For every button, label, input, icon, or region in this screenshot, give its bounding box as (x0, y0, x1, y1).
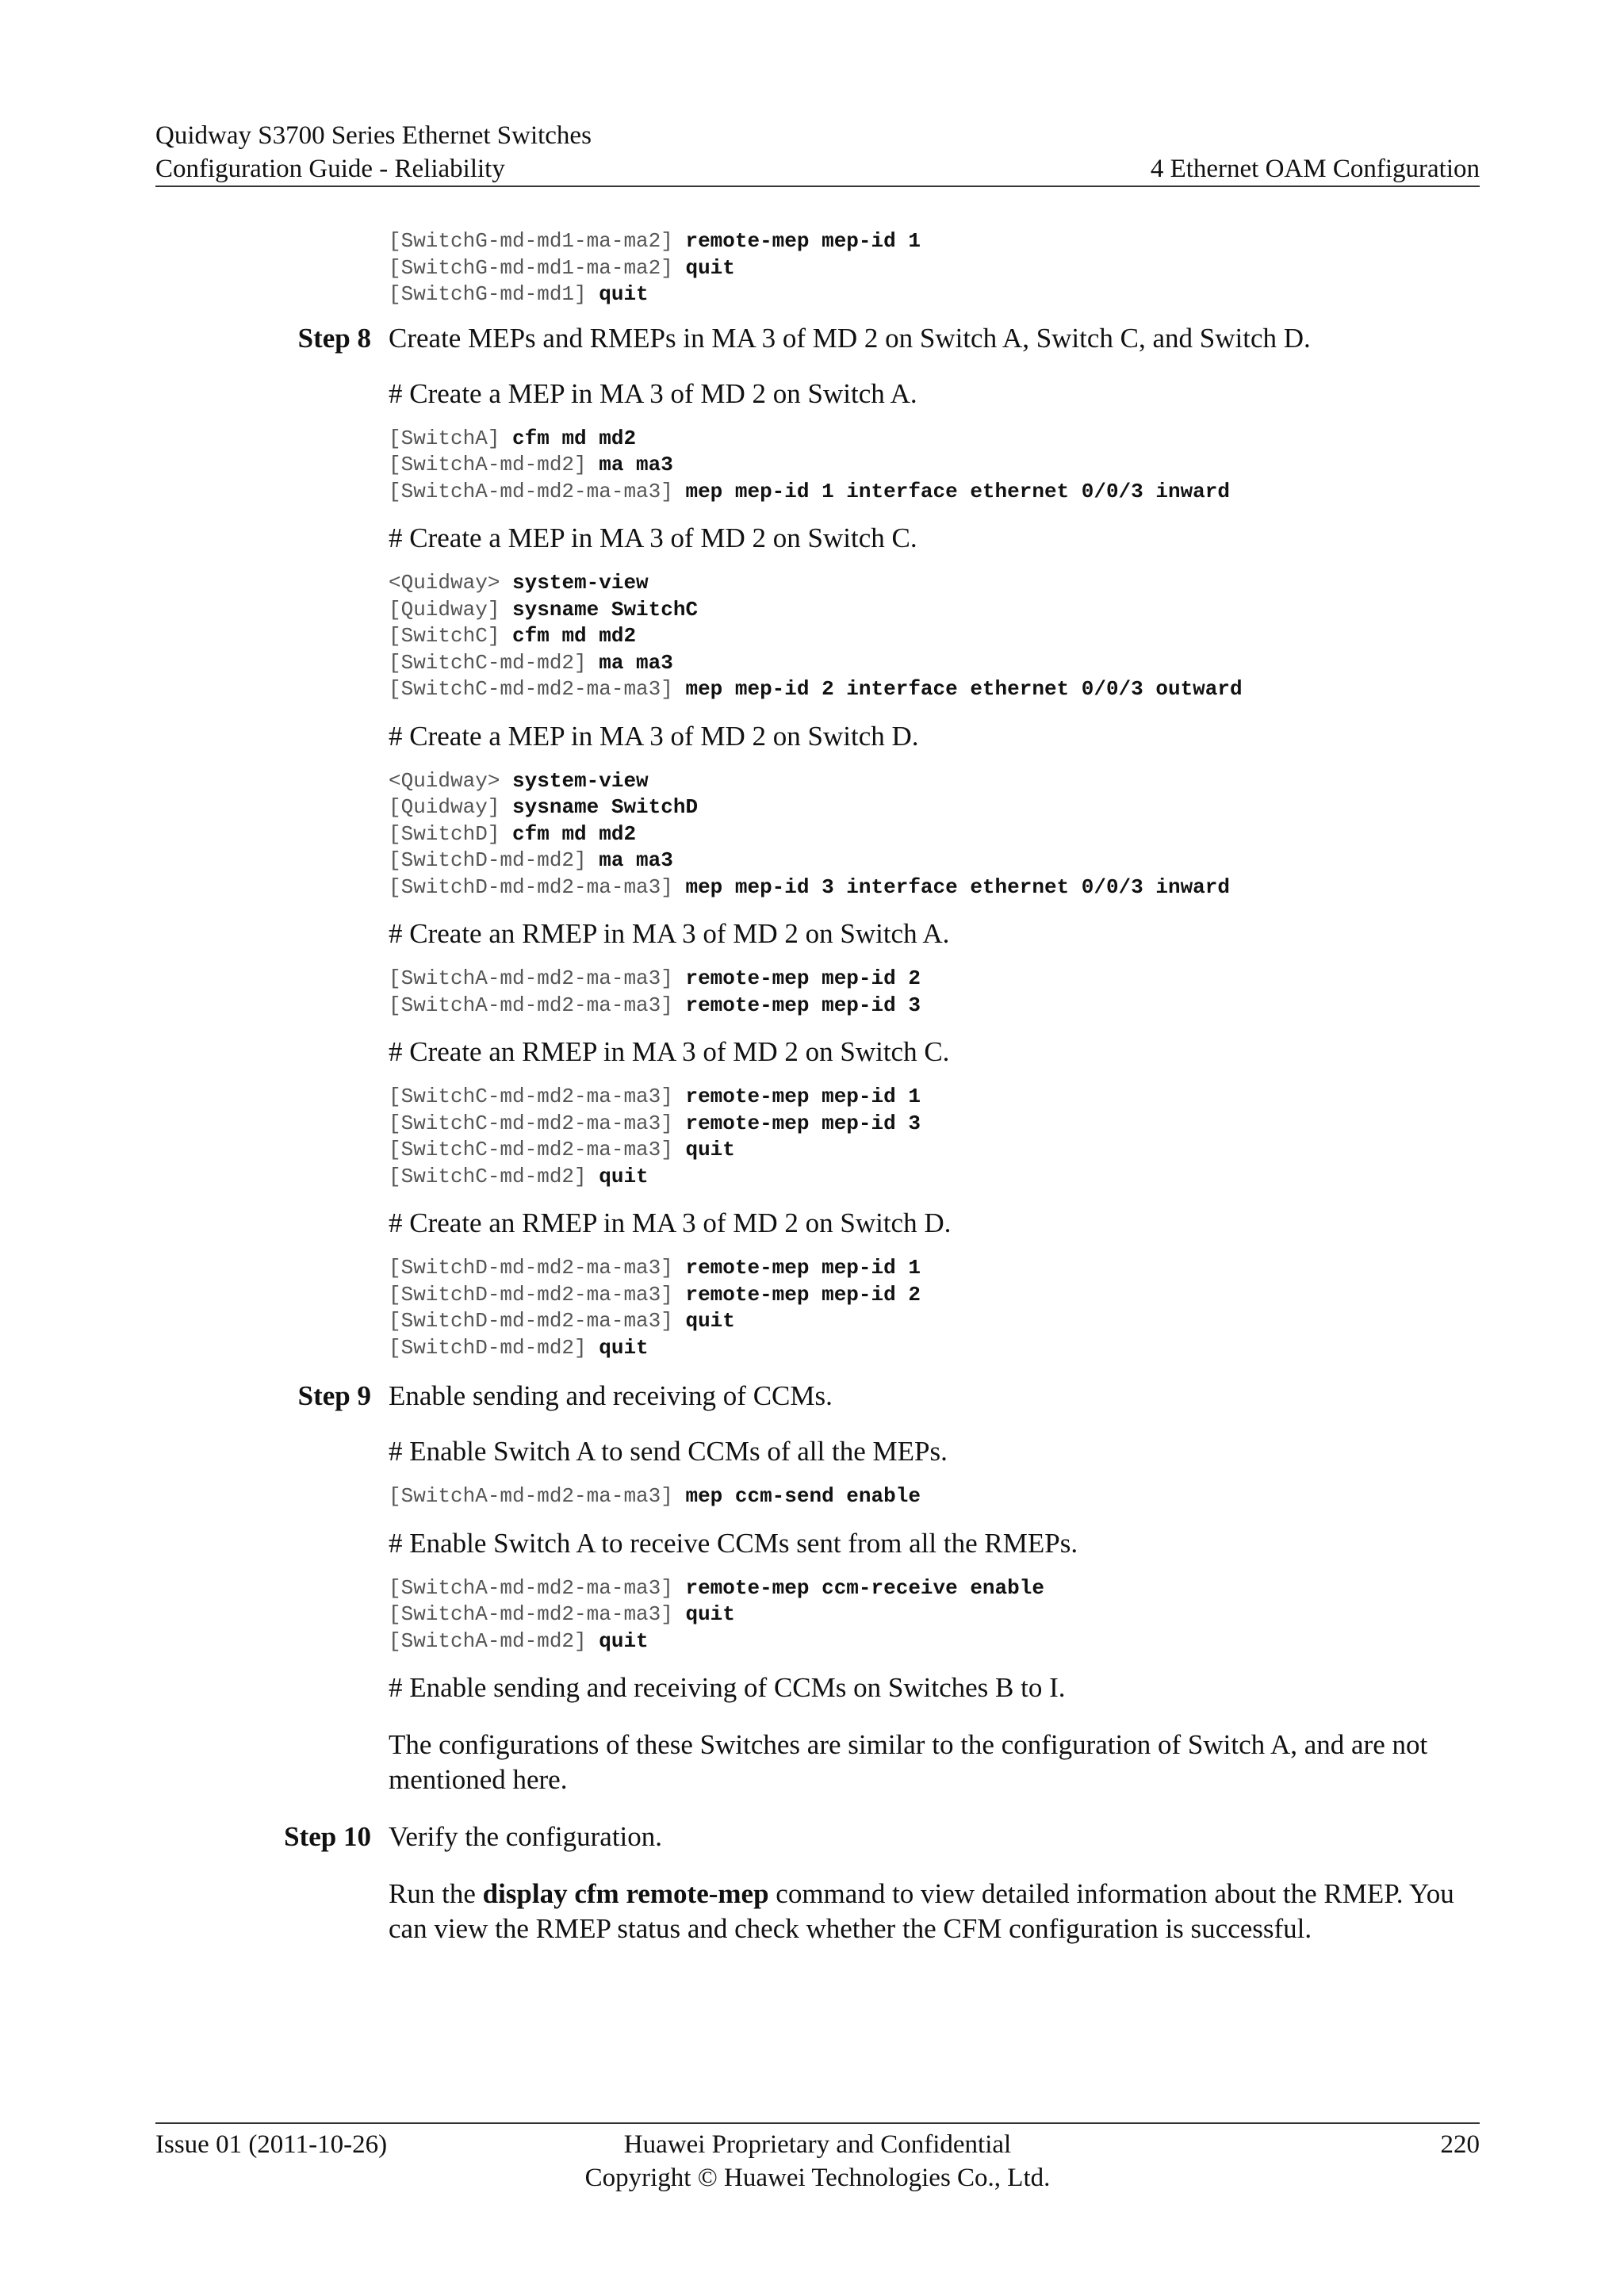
cli-prompt: [SwitchG-md-md1] (389, 282, 599, 306)
code-line (389, 1111, 1480, 1138)
cli-command: remote-mep mep-id 1 (685, 1256, 921, 1280)
cli-command: remote-mep mep-id 3 (685, 1111, 921, 1135)
cli-prompt: [SwitchC] (389, 624, 513, 648)
footer-center (155, 2128, 1480, 2195)
page-header (155, 119, 1480, 186)
cli-command: system-view (512, 571, 649, 595)
code-line (389, 255, 1480, 282)
footer-divider (155, 2122, 1480, 2124)
code-block-ccm-send (389, 1483, 1480, 1510)
cli-prompt: [SwitchG-md-md1-ma-ma2] (389, 229, 686, 253)
cli-prompt: [SwitchC-md-md2-ma-ma3] (389, 1138, 686, 1161)
header-divider (155, 186, 1480, 187)
paragraph: # Create a MEP in MA 3 of MD 2 on Switch D. (389, 720, 919, 752)
code-block-switchc-mep (389, 570, 1480, 703)
code-line (389, 1084, 1480, 1111)
cli-command: sysname SwitchD (512, 795, 699, 819)
cli-prompt: [SwitchA-md-md2-ma-ma3] (389, 1602, 686, 1626)
cli-command: remote-mep mep-id 2 (685, 1282, 921, 1307)
code-line (389, 1628, 1480, 1655)
cli-command: remote-mep mep-id 1 (685, 229, 921, 253)
text: command to view detailed information about the RMEP. You can view the RMEP status and check whether the CFM configuration is successful. (389, 1878, 1454, 1944)
code-line (389, 479, 1480, 506)
paragraph: # Create an RMEP in MA 3 of MD 2 on Switch A. (389, 918, 950, 949)
paragraph-run-display (389, 1877, 1480, 1946)
code-line (389, 821, 1480, 848)
step-10 (284, 1820, 1480, 1854)
paragraph: The configurations of these Switches are similar to the configuration of Switch A, and are not mentioned here. (389, 1729, 1428, 1795)
cli-command: quit (599, 1335, 649, 1360)
cli-command: ma ma3 (599, 848, 673, 872)
paragraph: # Create a MEP in MA 3 of MD 2 on Switch C. (389, 522, 917, 553)
cli-prompt: [SwitchC-md-md2] (389, 650, 599, 675)
code-line (389, 966, 1480, 993)
code-line (389, 570, 1480, 597)
cli-command: quit (599, 282, 649, 306)
code-block-switchd-rmep (389, 1255, 1480, 1361)
cli-command: cfm md md2 (512, 426, 637, 450)
code-line (389, 426, 1480, 453)
code-block-switchg (389, 228, 1480, 308)
paragraph: # Create an RMEP in MA 3 of MD 2 on Switch D. (389, 1207, 952, 1238)
cli-prompt: [SwitchA-md-md2-ma-ma3] (389, 1484, 686, 1508)
page-number: 220 (1440, 2130, 1480, 2159)
cli-command: quit (599, 1164, 649, 1188)
cli-command: remote-mep mep-id 1 (685, 1085, 921, 1108)
cli-prompt: [SwitchA-md-md2-ma-ma3] (389, 993, 686, 1017)
cli-prompt: [SwitchG-md-md1-ma-ma2] (389, 255, 686, 280)
cli-prompt: <Quidway> (389, 571, 513, 595)
cli-command: system-view (512, 768, 649, 793)
code-line (389, 768, 1480, 795)
cli-prompt: [SwitchD-md-md2-ma-ma3] (389, 1256, 686, 1280)
cli-command: ma ma3 (599, 650, 673, 675)
cli-command: remote-mep ccm-receive enable (685, 1575, 1044, 1600)
code-line (389, 794, 1480, 821)
paragraph: # Create a MEP in MA 3 of MD 2 on Switch A. (389, 377, 917, 409)
cli-command: mep mep-id 1 interface ethernet 0/0/3 inward (685, 479, 1230, 503)
code-line (389, 1255, 1480, 1282)
code-line (389, 848, 1480, 874)
step-text: Create MEPs and RMEPs in MA 3 of MD 2 on Switch A, Switch C, and Switch D. (389, 322, 1311, 354)
cli-command: quit (599, 1628, 649, 1653)
code-line (389, 1137, 1480, 1164)
confidential-notice: Huawei Proprietary and Confidential (623, 2130, 1012, 2159)
cli-prompt: [SwitchD-md-md2-ma-ma3] (389, 1282, 686, 1307)
code-line (389, 228, 1480, 255)
cli-prompt: [SwitchD] (389, 821, 513, 846)
cli-command: ma ma3 (599, 453, 673, 476)
paragraph: # Enable Switch A to send CCMs of all the MEPs. (389, 1436, 948, 1467)
step-text: Enable sending and receiving of CCMs. (389, 1380, 833, 1411)
command-name: display cfm remote-mep (482, 1878, 769, 1909)
code-block-switcha-mep (389, 426, 1480, 506)
paragraph: # Enable sending and receiving of CCMs on Switches B to I. (389, 1672, 1066, 1703)
cli-command: quit (685, 255, 735, 280)
paragraph: # Enable Switch A to receive CCMs sent from all the RMEPs. (389, 1527, 1078, 1559)
cli-command: mep mep-id 3 interface ethernet 0/0/3 inward (685, 874, 1230, 899)
cli-prompt: [Quidway] (389, 597, 513, 622)
cli-prompt: [SwitchA-md-md2-ma-ma3] (389, 1575, 686, 1600)
cli-prompt: [SwitchA] (389, 426, 513, 450)
cli-prompt: [SwitchD-md-md2] (389, 848, 599, 872)
cli-command: remote-mep mep-id 2 (685, 966, 921, 990)
step-label: Step 8 (297, 322, 371, 354)
cli-prompt: [SwitchD-md-md2-ma-ma3] (389, 1309, 686, 1333)
cli-prompt: [Quidway] (389, 795, 513, 819)
code-block-switcha-rmep (389, 966, 1480, 1019)
text: Run the (389, 1878, 483, 1909)
cli-command: quit (685, 1309, 735, 1333)
cli-command: cfm md md2 (512, 624, 637, 648)
code-block-switchd-mep (389, 768, 1480, 901)
code-line (389, 1575, 1480, 1602)
cli-command: sysname SwitchC (512, 597, 699, 622)
doc-title: Quidway S3700 Series Ethernet Switches (155, 121, 592, 150)
code-line (389, 993, 1480, 1020)
cli-prompt: [SwitchC-md-md2-ma-ma3] (389, 1085, 686, 1108)
code-line (389, 874, 1480, 901)
code-line (389, 676, 1480, 703)
step-8 (297, 321, 1480, 356)
code-line (389, 281, 1480, 308)
code-line (389, 597, 1480, 624)
cli-prompt: [SwitchC-md-md2-ma-ma3] (389, 677, 686, 701)
code-line (389, 452, 1480, 479)
step-9 (297, 1379, 1480, 1414)
step-label: Step 10 (284, 1821, 371, 1852)
code-line (389, 1164, 1480, 1191)
cli-command: mep ccm-send enable (685, 1484, 921, 1508)
code-line (389, 1282, 1480, 1309)
cli-command: cfm md md2 (512, 821, 637, 846)
cli-prompt: [SwitchA-md-md2] (389, 1628, 599, 1653)
issue-date: Issue 01 (2011-10-26) (155, 2130, 388, 2159)
code-line (389, 1335, 1480, 1362)
copyright-notice: Copyright © Huawei Technologies Co., Ltd. (584, 2164, 1051, 2192)
chapter-title: 4 Ethernet OAM Configuration (1150, 155, 1480, 183)
cli-prompt: [SwitchA-md-md2-ma-ma3] (389, 479, 686, 503)
code-line (389, 1483, 1480, 1510)
code-block-switchc-rmep (389, 1084, 1480, 1190)
doc-subtitle: Configuration Guide - Reliability (155, 155, 505, 183)
code-line (389, 650, 1480, 677)
code-line (389, 1601, 1480, 1628)
cli-prompt: [SwitchD-md-md2-ma-ma3] (389, 874, 686, 899)
step-label: Step 9 (297, 1380, 371, 1411)
cli-command: remote-mep mep-id 3 (685, 993, 921, 1017)
cli-prompt: [SwitchC-md-md2] (389, 1164, 599, 1188)
step-text: Verify the configuration. (389, 1821, 663, 1852)
cli-prompt: [SwitchA-md-md2] (389, 453, 599, 476)
code-line (389, 1308, 1480, 1335)
page-content (155, 228, 1480, 1946)
code-line (389, 623, 1480, 650)
code-block-ccm-receive (389, 1575, 1480, 1655)
cli-command: mep mep-id 2 interface ethernet 0/0/3 outward (685, 677, 1243, 701)
cli-prompt: [SwitchC-md-md2-ma-ma3] (389, 1111, 686, 1135)
cli-prompt: <Quidway> (389, 768, 513, 793)
cli-command: quit (685, 1138, 735, 1161)
cli-prompt: [SwitchD-md-md2] (389, 1335, 599, 1360)
paragraph: # Create an RMEP in MA 3 of MD 2 on Switch C. (389, 1036, 950, 1067)
cli-command: quit (685, 1602, 735, 1626)
cli-prompt: [SwitchA-md-md2-ma-ma3] (389, 966, 686, 990)
